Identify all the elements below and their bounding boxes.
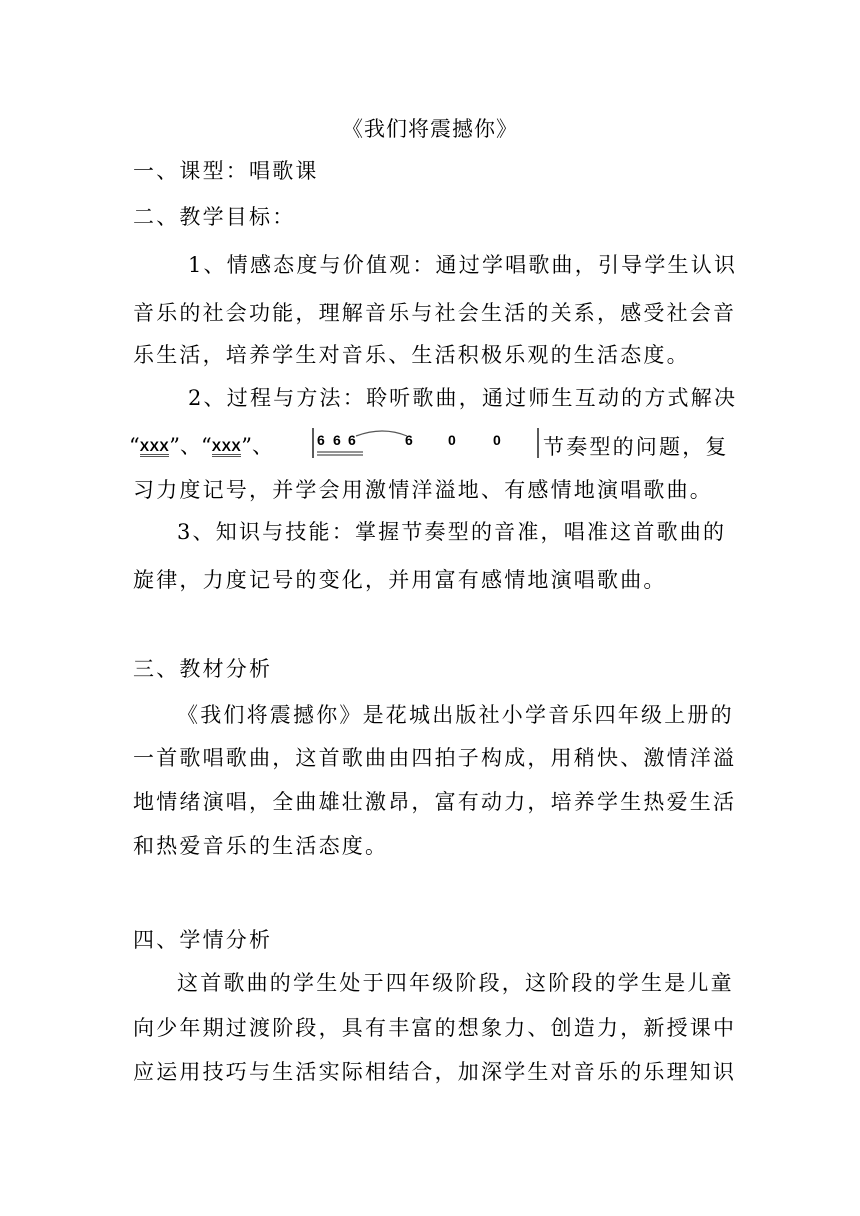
objective3-line1: 3、知识与技能：掌握节奏型的音准，唱准这首歌曲的 bbox=[177, 520, 727, 544]
materials-line3: 地情绪演唱，全曲雄壮激昂，富有动力，培养学生热爱生活 bbox=[133, 790, 737, 814]
objective1-line3: 乐生活，培养学生对音乐、生活积极乐观的生活态度。 bbox=[133, 343, 690, 367]
rhythm-pattern-a: XXX bbox=[140, 438, 170, 457]
objective1-line1: 1、情感态度与价值观：通过学唱歌曲，引导学生认识 bbox=[188, 253, 738, 277]
objective3-line2: 旋律，力度记号的变化，并用富有感情地演唱歌曲。 bbox=[133, 568, 667, 592]
materials-line4: 和热爱音乐的生活态度。 bbox=[133, 834, 389, 858]
note-2: 6 bbox=[333, 432, 341, 448]
lesson-type: 一、课型：唱歌课 bbox=[133, 159, 319, 183]
quote-separator: ”、“ bbox=[169, 434, 212, 458]
objective2-line3: 习力度记号，并学会用激情洋溢地、有感情地演唱歌曲。 bbox=[133, 478, 713, 502]
objective2-line1: 2、过程与方法：聆听歌曲，通过师生互动的方式解决 bbox=[188, 386, 738, 410]
rhythm-notation-measure bbox=[311, 428, 541, 462]
rest-1: 0 bbox=[448, 432, 456, 448]
students-line2: 向少年期过渡阶段，具有丰富的想象力、创造力，新授课中 bbox=[133, 1016, 737, 1040]
objectives-heading: 二、教学目标： bbox=[133, 205, 296, 229]
students-heading: 四、学情分析 bbox=[133, 928, 273, 952]
materials-line2: 一首歌唱歌曲，这首歌曲由四拍子构成，用稍快、激情洋溢 bbox=[133, 746, 737, 770]
quote-separator-2: ”、 bbox=[241, 434, 274, 458]
objective1-line2: 音乐的社会功能，理解音乐与社会生活的关系，感受社会音 bbox=[133, 301, 737, 325]
objective2-rhythm-line bbox=[129, 431, 273, 461]
tie-arc bbox=[356, 431, 407, 436]
notation-graphic bbox=[311, 428, 541, 462]
note-3: 6 bbox=[348, 432, 356, 448]
note-4: 6 bbox=[405, 432, 413, 448]
students-line1: 这首歌曲的学生处于四年级阶段，这阶段的学生是儿童 bbox=[177, 971, 734, 995]
materials-heading: 三、教材分析 bbox=[133, 657, 273, 681]
students-line3: 应运用技巧与生活实际相结合，加深学生对音乐的乐理知识 bbox=[133, 1060, 737, 1084]
quote-open: “ bbox=[129, 434, 140, 458]
objective2-line2-tail: 节奏型的问题，复 bbox=[543, 435, 729, 459]
note-1: 6 bbox=[317, 432, 325, 448]
rhythm-pattern-b: XXX bbox=[212, 438, 242, 457]
materials-line1: 《我们将震撼你》是花城出版社小学音乐四年级上册的 bbox=[177, 703, 734, 727]
rest-2: 0 bbox=[493, 432, 501, 448]
document-title: 《我们将震撼你》 bbox=[342, 117, 518, 141]
